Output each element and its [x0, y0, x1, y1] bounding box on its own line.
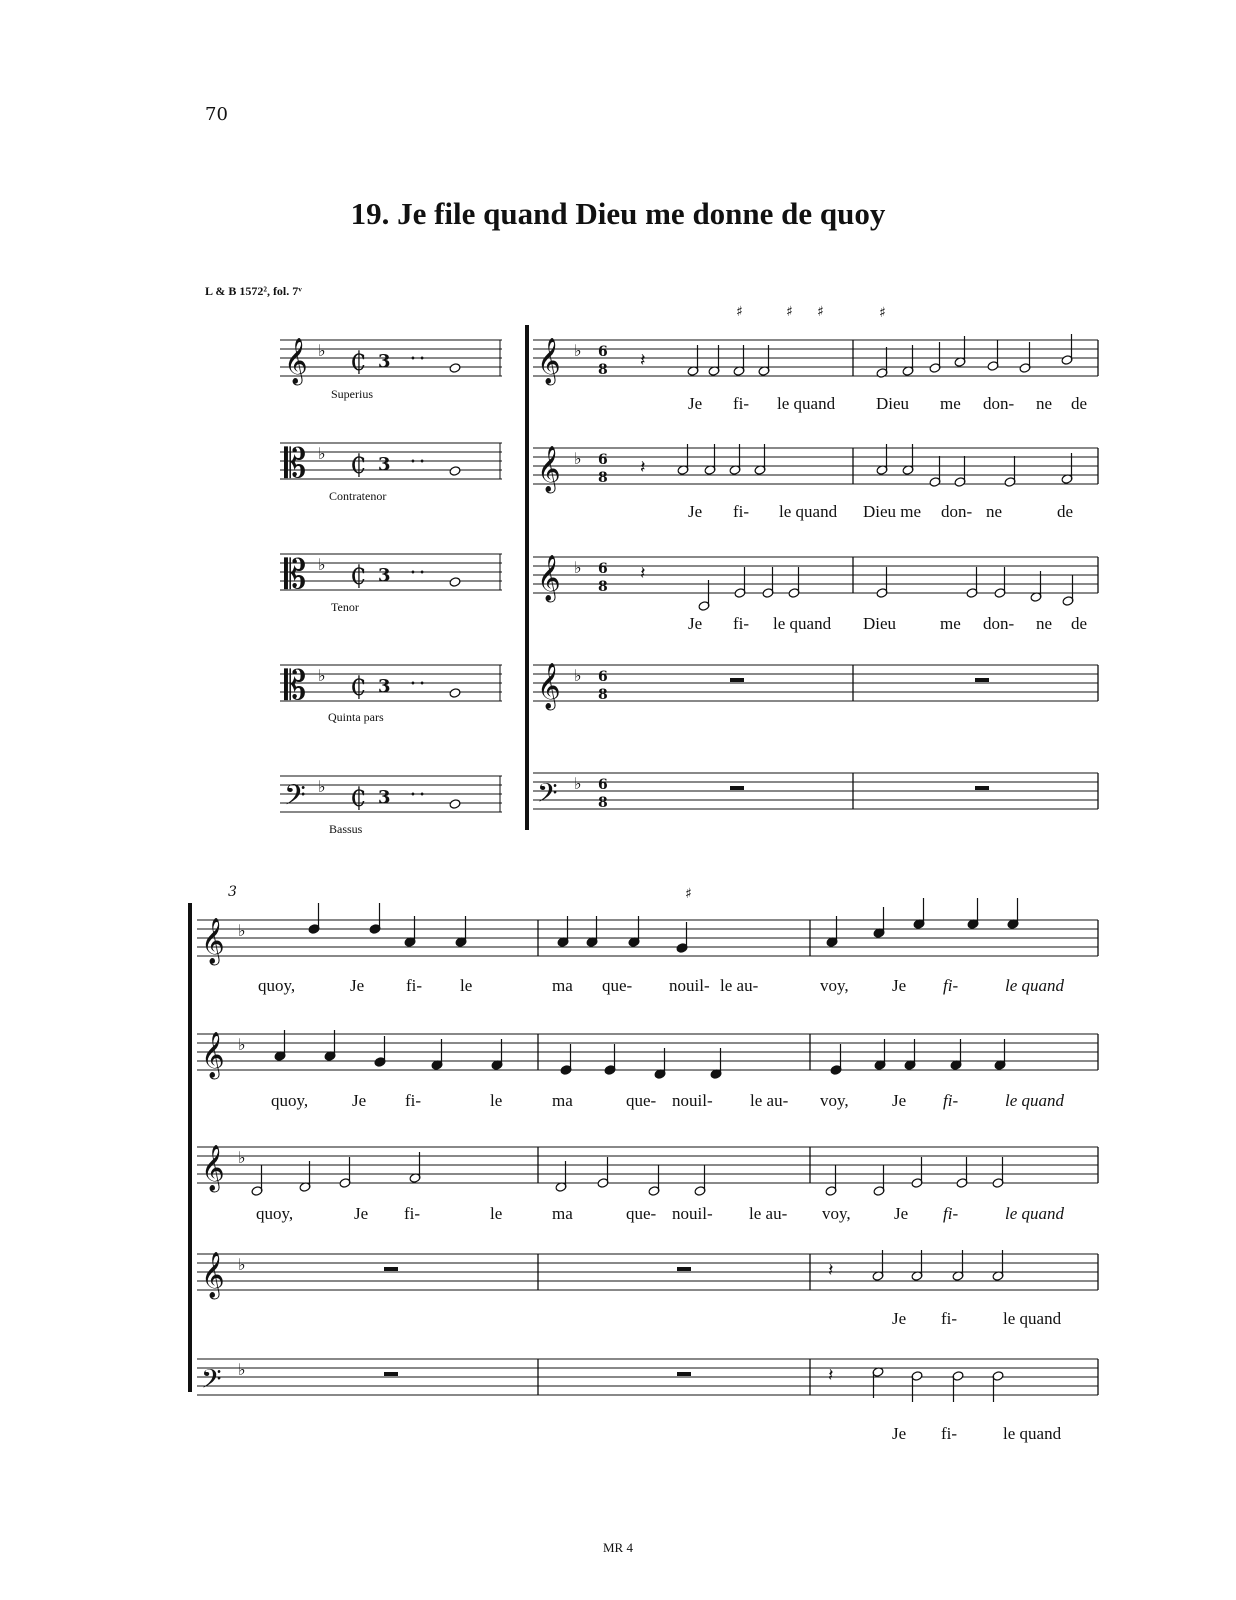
proportion-sign: 3	[378, 454, 391, 475]
time-signature: 6	[598, 452, 608, 468]
whole-rest	[730, 786, 744, 790]
lyric: Je	[892, 1309, 907, 1328]
lyric: don-	[983, 394, 1015, 413]
lyric: ma	[552, 1204, 573, 1223]
voice-name-contratenor: Contratenor	[329, 489, 387, 503]
lyric: fi-	[941, 1309, 958, 1328]
lyric: voy,	[820, 976, 849, 995]
incipit-note	[449, 688, 461, 699]
proportion-sign: 3	[378, 351, 391, 372]
flat-icon: ♭	[574, 558, 582, 577]
lyric: fi-	[406, 976, 423, 995]
cut-time-icon: ₵	[350, 672, 367, 702]
incipit-note	[449, 799, 461, 810]
lyric: Je	[354, 1204, 369, 1223]
lyric: Dieu me	[863, 502, 922, 521]
lyric: nouil-	[672, 1091, 713, 1110]
treble-clef-icon: 𝄞	[537, 338, 561, 384]
lyric: Je	[892, 1424, 907, 1443]
lyric: voy,	[822, 1204, 851, 1223]
lyric: le au-	[720, 976, 759, 995]
lyric: le quand	[1003, 1424, 1062, 1443]
lyric: fi-	[943, 1204, 959, 1223]
lyric: Je	[894, 1204, 909, 1223]
lyric: fi-	[733, 614, 750, 633]
piece-title: 19. Je file quand Dieu me donne de quoy	[350, 196, 886, 231]
incipit-note	[449, 363, 461, 374]
sharp-icon: ♯	[736, 304, 743, 320]
flat-icon: ♭	[238, 1148, 246, 1167]
whole-rest	[384, 1267, 398, 1271]
flat-icon: ♭	[574, 774, 582, 793]
footer-label: MR 4	[603, 1540, 633, 1555]
treble-clef-icon: 𝄞	[284, 338, 308, 384]
cut-time-icon: ₵	[350, 783, 367, 813]
lyric: fi-	[941, 1424, 958, 1443]
proportion-sign: 3	[378, 787, 391, 808]
whole-rest	[677, 1267, 691, 1271]
bass-clef-icon: 𝄢	[201, 1363, 222, 1401]
lyric: Je	[892, 1091, 907, 1110]
lyric: Je	[688, 614, 703, 633]
whole-rest	[975, 786, 989, 790]
time-signature: 6	[598, 777, 608, 793]
voice-name-tenor: Tenor	[331, 600, 359, 614]
lyric: que-	[626, 1091, 657, 1110]
flat-icon: ♭	[318, 777, 326, 796]
cut-time-icon: ₵	[350, 561, 367, 591]
lyric: Je	[892, 976, 907, 995]
lyric: le quand	[1005, 1091, 1065, 1110]
voice-name-bassus: Bassus	[329, 822, 363, 836]
dot-icon: • •	[410, 457, 425, 468]
quarter-rest: 𝄽	[640, 563, 646, 584]
lyric: don-	[983, 614, 1015, 633]
page-number: 70	[205, 104, 228, 125]
lyric: ne	[986, 502, 1003, 521]
treble-clef-icon: 𝄞	[201, 1145, 225, 1191]
flat-icon: ♭	[238, 1255, 246, 1274]
c-clef-icon: 𝄡	[284, 663, 307, 709]
whole-rest	[677, 1372, 691, 1376]
lyric: quoy,	[271, 1091, 309, 1110]
sharp-icon: ♯	[685, 886, 692, 902]
lyric: Je	[688, 502, 703, 521]
flat-icon: ♭	[238, 1035, 246, 1054]
lyric: le quand	[1005, 976, 1065, 995]
lyric: fi-	[733, 502, 750, 521]
lyric: le	[460, 976, 473, 995]
lyric: le quand	[1005, 1204, 1065, 1223]
dot-icon: • •	[410, 354, 425, 365]
quarter-rest: 𝄽	[828, 1260, 834, 1281]
time-signature: 8	[598, 362, 608, 378]
lyric: fi-	[733, 394, 750, 413]
sharp-icon: ♯	[786, 304, 793, 320]
whole-rest	[730, 678, 744, 682]
time-signature: 6	[598, 344, 608, 360]
flat-icon: ♭	[318, 444, 326, 463]
lyric: nouil-	[672, 1204, 713, 1223]
dot-icon: • •	[410, 568, 425, 579]
lyric: de	[1071, 614, 1088, 633]
lyric: voy,	[820, 1091, 849, 1110]
voice-name-quinta-pars: Quinta pars	[328, 710, 384, 724]
lyric: le au-	[749, 1204, 788, 1223]
lyric: le quand	[777, 394, 836, 413]
treble-clef-icon: 𝄞	[201, 918, 225, 964]
incipit-note	[449, 466, 461, 477]
lyric: le au-	[750, 1091, 789, 1110]
lyric: fi-	[405, 1091, 422, 1110]
voice-name-superius: Superius	[331, 387, 373, 401]
lyric: nouil-	[669, 976, 710, 995]
cut-time-icon: ₵	[350, 347, 367, 377]
c-clef-icon: 𝄡	[284, 441, 307, 487]
lyric: le quand	[779, 502, 838, 521]
lyric: don-	[941, 502, 973, 521]
treble-clef-icon: 𝄞	[201, 1252, 225, 1298]
incipit-note	[449, 577, 461, 588]
lyric: Je	[350, 976, 365, 995]
source-reference: L & B 1572², fol. 7ᵛ	[205, 284, 302, 298]
lyric: de	[1071, 394, 1088, 413]
lyric: le	[490, 1204, 503, 1223]
lyric: quoy,	[256, 1204, 294, 1223]
lyric: ma	[552, 1091, 573, 1110]
time-signature: 8	[598, 470, 608, 486]
flat-icon: ♭	[238, 921, 246, 940]
lyric: ne	[1036, 394, 1053, 413]
c-clef-icon: 𝄡	[284, 552, 307, 598]
dot-icon: • •	[410, 679, 425, 690]
lyric: me	[940, 394, 961, 413]
sharp-icon: ♯	[817, 304, 824, 320]
treble-clef-icon: 𝄞	[537, 663, 561, 709]
bass-clef-icon: 𝄢	[537, 777, 558, 815]
flat-icon: ♭	[238, 1360, 246, 1379]
proportion-sign: 3	[378, 676, 391, 697]
treble-clef-icon: 𝄞	[537, 446, 561, 492]
lyric: fi-	[404, 1204, 421, 1223]
time-signature: 6	[598, 669, 608, 685]
lyric: Dieu	[876, 394, 910, 413]
time-signature: 8	[598, 579, 608, 595]
whole-rest	[384, 1372, 398, 1376]
time-signature: 8	[598, 687, 608, 703]
lyric: quoy,	[258, 976, 296, 995]
flat-icon: ♭	[318, 555, 326, 574]
flat-icon: ♭	[574, 341, 582, 360]
quarter-rest: 𝄽	[640, 350, 646, 371]
lyric: le	[490, 1091, 503, 1110]
proportion-sign: 3	[378, 565, 391, 586]
measure-number: 3	[228, 884, 237, 900]
time-signature: 8	[598, 795, 608, 811]
lyric: de	[1057, 502, 1074, 521]
bass-clef-icon: 𝄢	[284, 779, 306, 819]
cut-time-icon: ₵	[350, 450, 367, 480]
time-signature: 6	[598, 561, 608, 577]
quarter-rest: 𝄽	[828, 1365, 834, 1386]
flat-icon: ♭	[318, 341, 326, 360]
lyric: fi-	[943, 976, 959, 995]
whole-rest	[975, 678, 989, 682]
treble-clef-icon: 𝄞	[537, 555, 561, 601]
flat-icon: ♭	[318, 666, 326, 685]
lyric: le quand	[773, 614, 832, 633]
lyric: fi-	[943, 1091, 959, 1110]
quarter-rest: 𝄽	[640, 457, 646, 478]
dot-icon: • •	[410, 790, 425, 801]
lyric: le quand	[1003, 1309, 1062, 1328]
lyric: Dieu	[863, 614, 897, 633]
flat-icon: ♭	[574, 666, 582, 685]
lyric: Je	[688, 394, 703, 413]
lyric: me	[940, 614, 961, 633]
lyric: que-	[602, 976, 633, 995]
lyric: Je	[352, 1091, 367, 1110]
flat-icon: ♭	[574, 449, 582, 468]
sharp-icon: ♯	[879, 305, 886, 321]
lyric: ma	[552, 976, 573, 995]
lyric: ne	[1036, 614, 1053, 633]
lyric: que-	[626, 1204, 657, 1223]
treble-clef-icon: 𝄞	[201, 1032, 225, 1078]
